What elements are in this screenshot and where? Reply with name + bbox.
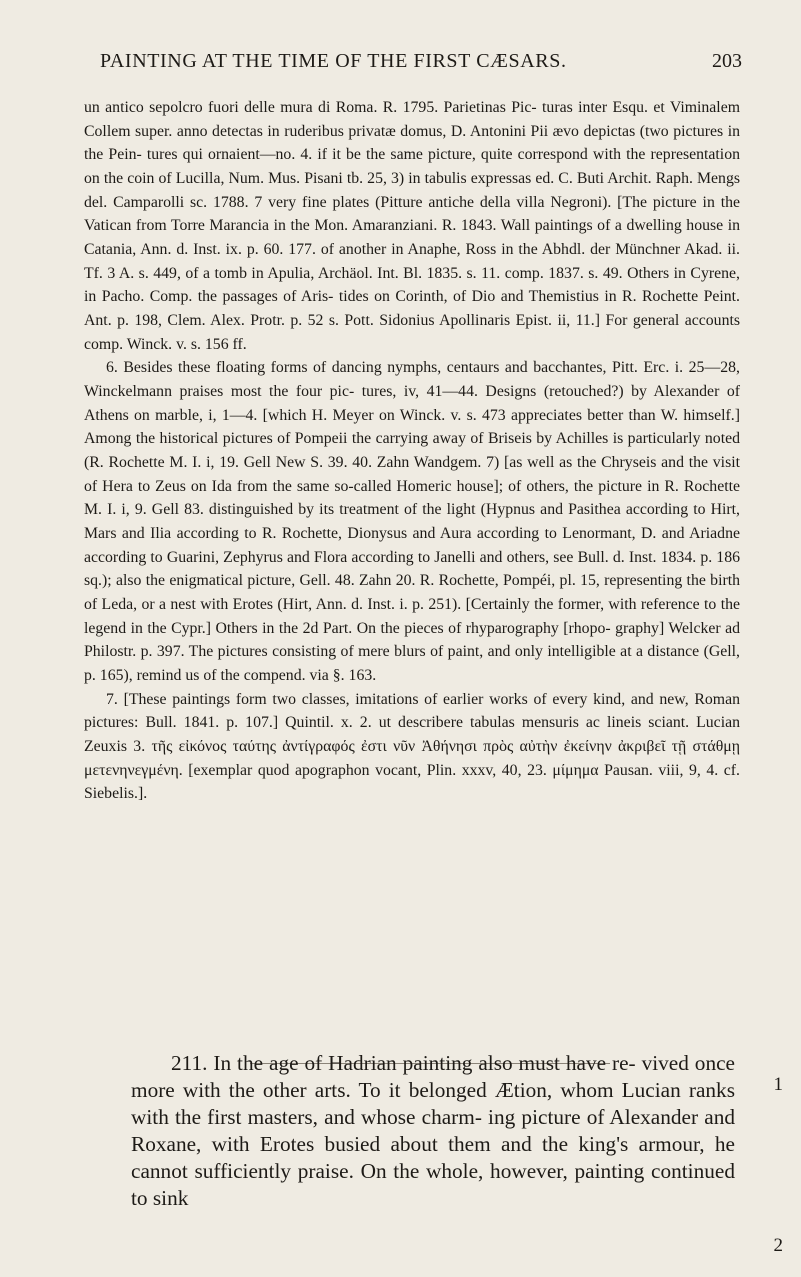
paragraph-211: 211. In the age of Hadrian painting also must have re- vived once more with the other arts. To it belonged Ætion, whom Lucian ranks with the first masters, and whose charm- ing picture of Alexander and Roxane, with Erotes busied about them and the king's armour, he cannot sufficiently praise. On the whole, however, painting continued to sink bbox=[131, 1051, 735, 1210]
footnotes-block bbox=[84, 96, 740, 806]
page-number: 203 bbox=[712, 50, 742, 72]
footnote-6: 6. Besides these floating forms of dancing nymphs, centaurs and bacchantes, Pitt. Erc. i. 25—28, Winckelmann praises most the four pic- tures, iv, 41—44. Designs (retouched?) by Alexander of Athens on marble, i, 1—4. [which H. Meyer on Winck. v. s. 473 appreciates better than W. himself.] Among the historical pictures of Pompeii the carrying away of Briseis by Achilles is particularly noted (R. Rochette M. I. i, 19. Gell New S. 39. 40. Zahn Wandgem. 7) [as well as the Chryseis and the visit of Hera to Zeus on Ida from the same so-called Homeric house]; of others, the picture in R. Rochette M. I. i, 9. Gell 83. distinguished by its treatment of the light (Hypnus and Pasithea according to Hirt, Mars and Ilia according to R. Rochette, Dionysus and Aura according to Lenormant, D. and Ariadne according to Guarini, Zephyrus and Flora according to Janelli and others, see Bull. d. Inst. 1834. p. 186 sq.); also the enigmatical picture, Gell. 48. Zahn 20. R. Rochette, Pompéi, pl. 15, representing the birth of Leda, or a nest with Erotes (Hirt, Ann. d. Inst. i. p. 251). [Certainly the former, with reference to the legend in the Cypr.] Others in the 2d Part. On the pieces of rhyparography [rhopo- graphy] Welcker ad Philostr. p. 397. The pictures consisting of mere blurs of paint, and only intelligible at a distance (Gell, p. 165), remind us of the compend. via §. 163. bbox=[84, 359, 740, 684]
margin-note-marker-2: 2 bbox=[773, 1235, 783, 1256]
footnote-continued: un antico sepolcro fuori delle mura di Roma. R. 1795. Parietinas Pic- turas inter Esqu. et Viminalem Collem super. anno detectas in ruderibus privatæ domus, D. Antonini Pii ævo depictas (two pictures in the Pein- tures qui ornaient—no. 4. if it be the same picture, quite correspond with the representation on the coin of Lucilla, Num. Mus. Pisani tb. 25, 3) in tabulis expressas ed. C. Buti Archit. Raph. Mengs del. Camparolli sc. 1788. 7 very fine plates (Pitture antiche della villa Negroni). [The picture in the Vatican from Torre Marancia in the Mon. Amaranziani. R. 1843. Wall paintings of a dwelling house in Catania, Ann. d. Inst. ix. p. 60. 177. of another in Anaphe, Ross in the Abhdl. der Münchner Akad. ii. Tf. 3 A. s. 449, of a tomb in Apulia, Archäol. Int. Bl. 1835. s. 11. comp. 1837. s. 49. Others in Cyrene, in Pacho. Comp. the passages of Aris- tides on Corinth, of Dio and Themistius in R. Rochette Peint. Ant. p. 198, Clem. Alex. Protr. p. 52 s. Pott. Sidonius Apollinaris Epist. ii, 11.] For general accounts comp. Winck. v. s. 156 ff. bbox=[84, 99, 740, 353]
main-text-block bbox=[131, 1050, 735, 1212]
footnote-7: 7. [These paintings form two classes, imitations of earlier works of every kind, and new, Roman pictures: Bull. 1841. p. 107.] Quintil. x. 2. ut describere tabulas mensuris ac lineis sciant. Lucian Zeuxis 3. τῆς εἰκόνος ταύτης ἀντίγραφός ἐστι νῦν Ἀθήνησι πρὸς αὐτὴν ἐκείνην ἀκριβεῖ τῇ στάθμῃ μετενηνεγμένη. [exemplar quod apographon vocant, Plin. xxxv, 40, 23. μίμημα Pausan. viii, 9, 4. cf. Siebelis.]. bbox=[84, 690, 740, 803]
page-header bbox=[70, 50, 742, 80]
running-title: PAINTING AT THE TIME OF THE FIRST CÆSARS. bbox=[100, 50, 567, 72]
margin-note-marker-1: 1 bbox=[773, 1074, 783, 1095]
